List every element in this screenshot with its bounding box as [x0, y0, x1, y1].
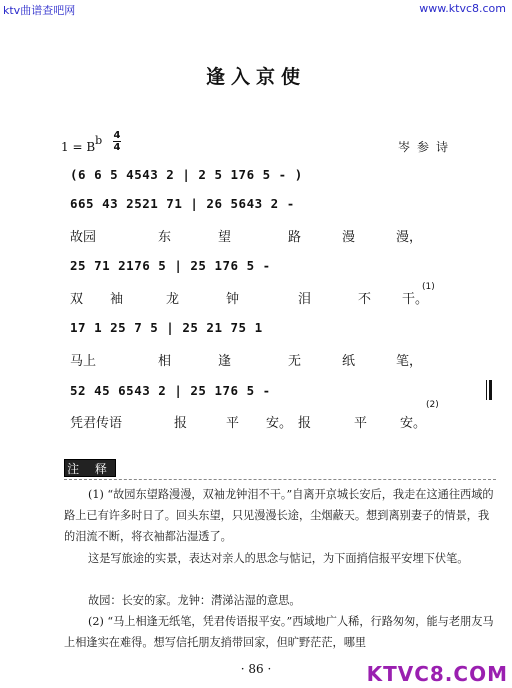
lyric-cell: 龙: [166, 292, 180, 307]
lyric-cell: 马上: [70, 354, 97, 369]
footnote-ref: (2): [426, 400, 439, 410]
lyric-cell: 双: [70, 292, 84, 307]
lyric-cell: 笔，: [396, 354, 423, 369]
lyric-cell: 钟: [226, 292, 240, 307]
notation-row-3: 17 1 25 7 5 | 25 21 75 1: [70, 320, 263, 335]
page-number: · 86 ·: [240, 662, 272, 676]
lyric-cell: 纸: [342, 354, 356, 369]
lyric-cell: 相: [158, 354, 172, 369]
lyric-cell: 逢: [218, 354, 232, 369]
time-signature: [113, 130, 121, 153]
lyric-cell: 安。: [400, 416, 427, 431]
watermark-site-name: ktv曲谱查吧网: [3, 4, 76, 17]
key-text: 1 = B: [61, 140, 96, 154]
notation-row-2: 25 71 2176 5 | 25 176 5 -: [70, 258, 271, 273]
lyric-cell: 无: [288, 354, 302, 369]
notes-tag: 注 释: [64, 459, 116, 477]
notation-row-1: 665 43 2521 71 | 26 5643 2 -: [70, 196, 295, 211]
note-paragraph-1: (1) “故园东望路漫漫，双袖龙钟泪不干。”自离开京城长安后，我走在这通往西域的路上已有许多时日了。回头东望，只见漫漫长途，尘烟蔽天。想到离别妻子的情景，我的泪流不断，将衣袖都沾湿透了。: [64, 488, 494, 543]
notation-row-intro: (6 6 5 4543 2 | 2 5 176 5 - ): [70, 167, 303, 182]
note-paragraph-3: 故园：长安的家。龙钟：潸涕沾湿的意思。: [88, 594, 301, 607]
flat-sign: b: [95, 134, 103, 147]
meter-numerator: 4: [113, 130, 121, 141]
lyric-cell: 袖: [110, 292, 124, 307]
lyric-cell: 报: [298, 416, 312, 431]
notation-row-4: 52 45 6543 2 | 25 176 5 -: [70, 383, 271, 398]
footnote-ref: (1): [422, 282, 435, 292]
notes-divider: [64, 479, 496, 480]
lyric-cell: 东: [158, 230, 172, 245]
lyric-cell: 平: [226, 416, 240, 431]
lyric-cell: 泪: [298, 292, 312, 307]
lyric-cell: 望: [218, 230, 232, 245]
lyric-cell: 不: [358, 292, 372, 307]
lyric-cell: 漫: [342, 230, 356, 245]
lyric-cell: 故园: [70, 230, 97, 245]
key-signature: [61, 134, 103, 154]
final-barline: [486, 380, 487, 400]
lyric-cell: 平: [354, 416, 368, 431]
lyric-cell: 漫，: [396, 230, 423, 245]
lyric-cell: 安。: [266, 416, 293, 431]
watermark-logo: KTVC8.COM: [366, 662, 508, 686]
lyric-cell: 凭君传语: [70, 416, 123, 431]
lyric-cell: 干。: [402, 292, 429, 307]
note-paragraph-4: (2) “马上相逢无纸笔，凭君传语报平安。”西域地广人稀，行路匆匆，能与老朋友马上相逢实在难得。想写信托朋友捎带回家，但旷野茫茫，哪里: [64, 615, 494, 649]
final-barline-thick: [489, 380, 492, 400]
meter-denominator: 4: [113, 142, 121, 153]
lyric-cell: 路: [288, 230, 302, 245]
note-paragraph-2: 这是写旅途的实景，表达对亲人的思念与惦记，为下面捎信报平安埋下伏笔。: [88, 552, 469, 565]
song-title: 逢入京使: [205, 66, 306, 88]
author-credit: 岑参诗: [398, 140, 456, 154]
watermark-url: www.ktvc8.com: [419, 2, 506, 15]
lyric-cell: 报: [174, 416, 188, 431]
